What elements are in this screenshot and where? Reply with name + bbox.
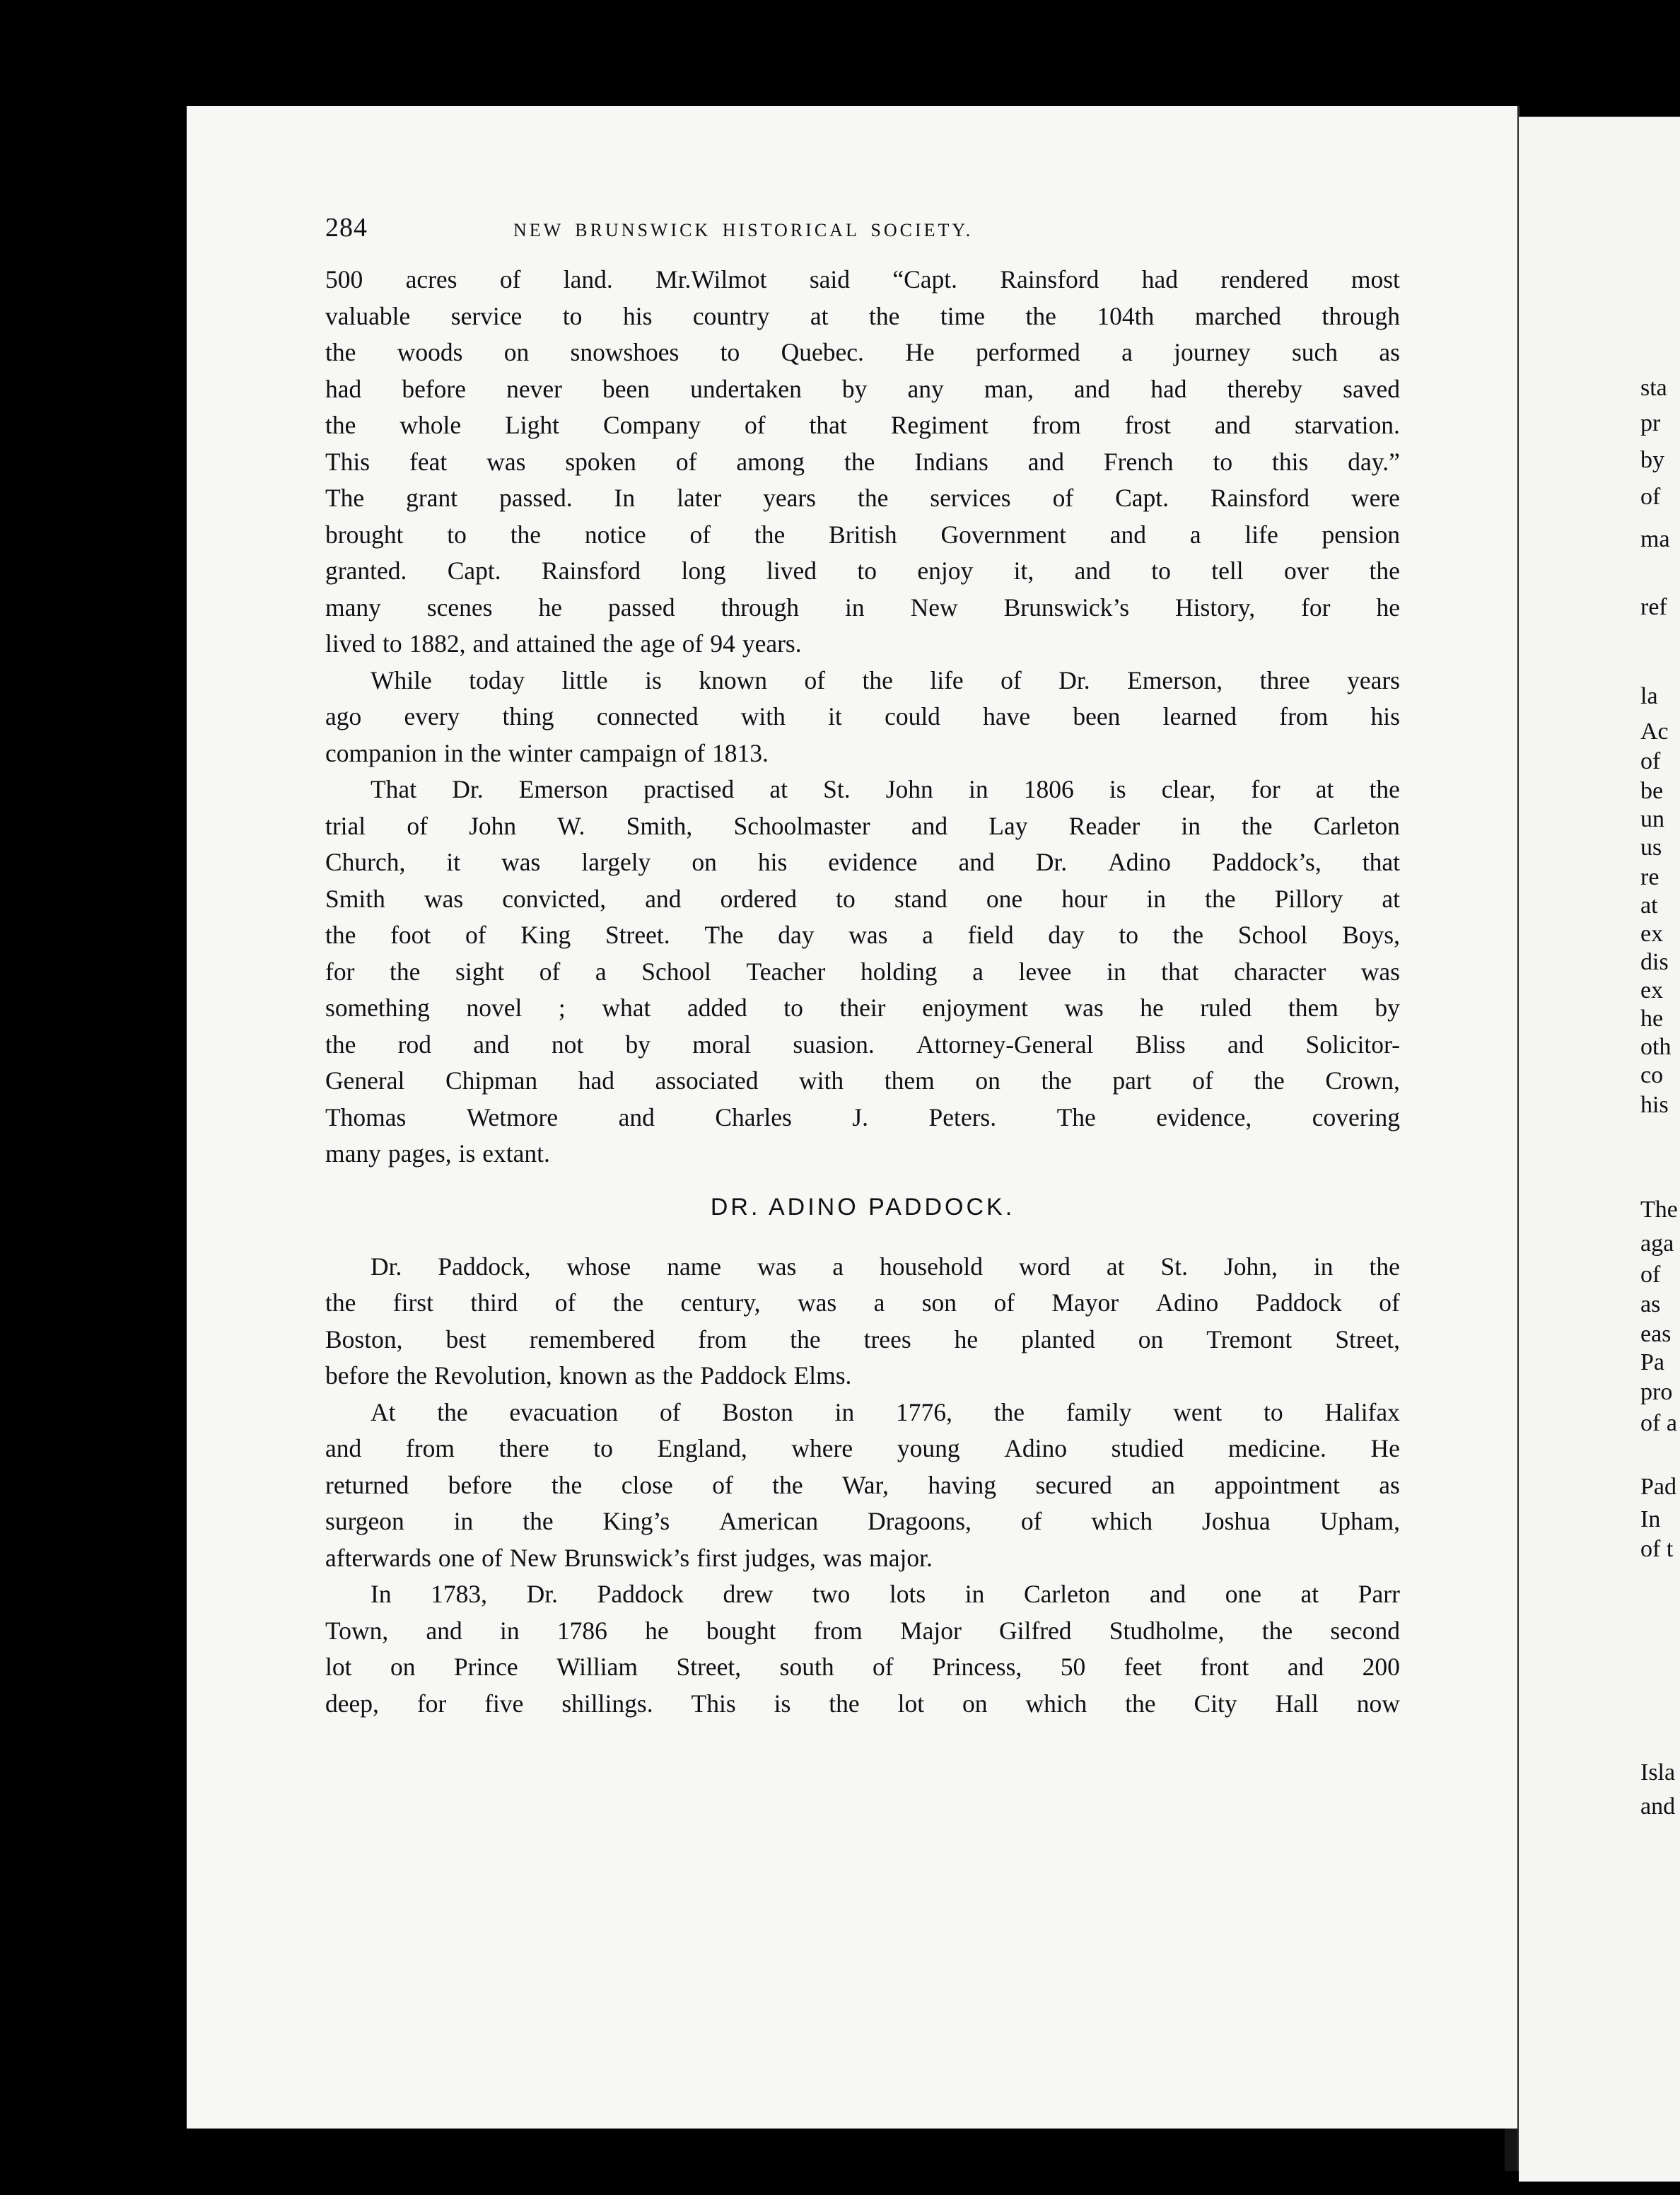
text-line: and from there to England, where young Adino studied medicine. He: [325, 1434, 1400, 1462]
text-line: Dr. Paddock, whose name was a household word at St. John, in the: [371, 1252, 1400, 1281]
right-page-fragment: of a: [1640, 1410, 1677, 1436]
right-page-fragment: Isla: [1640, 1759, 1676, 1786]
text-line: Church, it was largely on his evidence and Dr. Adino Paddock’s, that: [325, 848, 1400, 876]
right-page-fragment: ref: [1640, 594, 1667, 620]
text-line: brought to the notice of the British Government and a life pension: [325, 520, 1400, 549]
text-line: before the Revolution, known as the Paddock Elms.: [325, 1361, 852, 1390]
section-heading: DR. ADINO PADDOCK.: [710, 1193, 1015, 1221]
right-page-fragment: aga: [1640, 1230, 1674, 1257]
right-page-fragment: by: [1640, 447, 1664, 473]
right-page-fragment: In: [1640, 1506, 1661, 1532]
text-line: many pages, is extant.: [325, 1139, 550, 1168]
text-line: In 1783, Dr. Paddock drew two lots in Carleton and one at Parr: [371, 1580, 1400, 1608]
right-page-fragment: pro: [1640, 1379, 1673, 1405]
right-page-fragment: dis: [1640, 949, 1669, 975]
right-page-fragment: un: [1640, 806, 1664, 832]
text-line: the whole Light Company of that Regiment from frost and starvation.: [325, 411, 1400, 439]
text-line: for the sight of a School Teacher holding a levee in that character was: [325, 957, 1400, 986]
right-page-fragment: ma: [1640, 526, 1670, 552]
text-line: returned before the close of the War, having secured an appointment as: [325, 1470, 1400, 1499]
text-line: deep, for five shillings. This is the lot on which the City Hall now: [325, 1689, 1400, 1718]
right-page-fragment: ex: [1640, 977, 1664, 1003]
text-line: many scenes he passed through in New Brunswick’s History, for he: [325, 593, 1400, 622]
right-page-fragment: of t: [1640, 1536, 1674, 1562]
right-page-fragment: as: [1640, 1291, 1661, 1317]
text-line: surgeon in the King’s American Dragoons, of which Joshua Upham,: [325, 1507, 1400, 1535]
page-number: 284: [325, 213, 368, 243]
text-line: granted. Capt. Rainsford long lived to enjoy it, and to tell over the: [325, 557, 1400, 585]
right-page-fragment: of: [1640, 748, 1661, 774]
body-text-after-heading: [325, 1249, 1400, 1723]
right-page-fragment: re: [1640, 864, 1659, 890]
right-page-fragment: The: [1640, 1197, 1678, 1223]
text-line: valuable service to his country at the time the 104th marched through: [325, 301, 1400, 330]
right-page-fragment: Pa: [1640, 1349, 1664, 1375]
right-page-fragment: at: [1640, 892, 1658, 919]
text-line: lot on Prince William Street, south of Princess, 50 feet front and 200: [325, 1653, 1400, 1681]
text-line: had before never been undertaken by any man, and had thereby saved: [325, 374, 1400, 403]
right-page-fragment: of: [1640, 484, 1661, 510]
body-text-before-heading: [325, 262, 1400, 1172]
right-page-fragment: la: [1640, 683, 1658, 709]
right-page-fragment: ex: [1640, 921, 1664, 947]
right-page-fragment: and: [1640, 1793, 1676, 1820]
text-line: lived to 1882, and attained the age of 94 years.: [325, 629, 802, 658]
text-line: the foot of King Street. The day was a field day to the School Boys,: [325, 921, 1400, 949]
right-page-fragment: Ac: [1640, 718, 1669, 745]
right-page-fragment: co: [1640, 1062, 1664, 1088]
right-page-fragment: his: [1640, 1092, 1669, 1118]
right-page-fragment: be: [1640, 778, 1664, 804]
text-line: At the evacuation of Boston in 1776, the family went to Halifax: [371, 1397, 1400, 1426]
right-page-fragment: sta: [1640, 375, 1667, 401]
right-page-fragment: Pad: [1640, 1474, 1676, 1500]
text-line: Thomas Wetmore and Charles J. Peters. The evidence, covering: [325, 1102, 1400, 1131]
text-line: Boston, best remembered from the trees he planted on Tremont Street,: [325, 1324, 1400, 1353]
text-line: The grant passed. In later years the services of Capt. Rainsford were: [325, 484, 1400, 512]
text-line: Smith was convicted, and ordered to stand one hour in the Pillory at: [325, 884, 1400, 913]
right-page-fragment: pr: [1640, 410, 1661, 436]
text-line: That Dr. Emerson practised at St. John in 1806 is clear, for at the: [371, 775, 1400, 803]
page-header: [325, 212, 1400, 255]
text-line: This feat was spoken of among the Indians and French to this day.”: [325, 447, 1400, 476]
right-page-fragment: he: [1640, 1006, 1664, 1032]
text-line: ago every thing connected with it could have been learned from his: [325, 702, 1400, 730]
text-line: companion in the winter campaign of 1813.: [325, 738, 769, 767]
text-line: afterwards one of New Brunswick’s first judges, was major.: [325, 1543, 933, 1572]
text-line: the woods on snowshoes to Quebec. He performed a journey such as: [325, 338, 1400, 366]
right-page-fragment: us: [1640, 834, 1662, 861]
text-line: something novel ; what added to their enjoyment was he ruled them by: [325, 994, 1400, 1022]
right-page-fragment: of: [1640, 1262, 1661, 1288]
right-page-fragment: oth: [1640, 1034, 1672, 1060]
running-head: NEW BRUNSWICK HISTORICAL SOCIETY.: [513, 220, 974, 240]
text-line: While today little is known of the life of Dr. Emerson, three years: [371, 665, 1400, 694]
text-line: General Chipman had associated with them on the part of the Crown,: [325, 1066, 1400, 1095]
text-line: Town, and in 1786 he bought from Major Gilfred Studholme, the second: [325, 1616, 1400, 1645]
text-line: trial of John W. Smith, Schoolmaster and Lay Reader in the Carleton: [325, 811, 1400, 840]
text-line: the first third of the century, was a son of Mayor Adino Paddock of: [325, 1288, 1400, 1317]
right-page-fragment: eas: [1640, 1321, 1672, 1347]
text-line: 500 acres of land. Mr.Wilmot said “Capt. Rainsford had rendered most: [325, 265, 1400, 293]
text-line: the rod and not by moral suasion. Attorney-General Bliss and Solicitor-: [325, 1030, 1400, 1059]
